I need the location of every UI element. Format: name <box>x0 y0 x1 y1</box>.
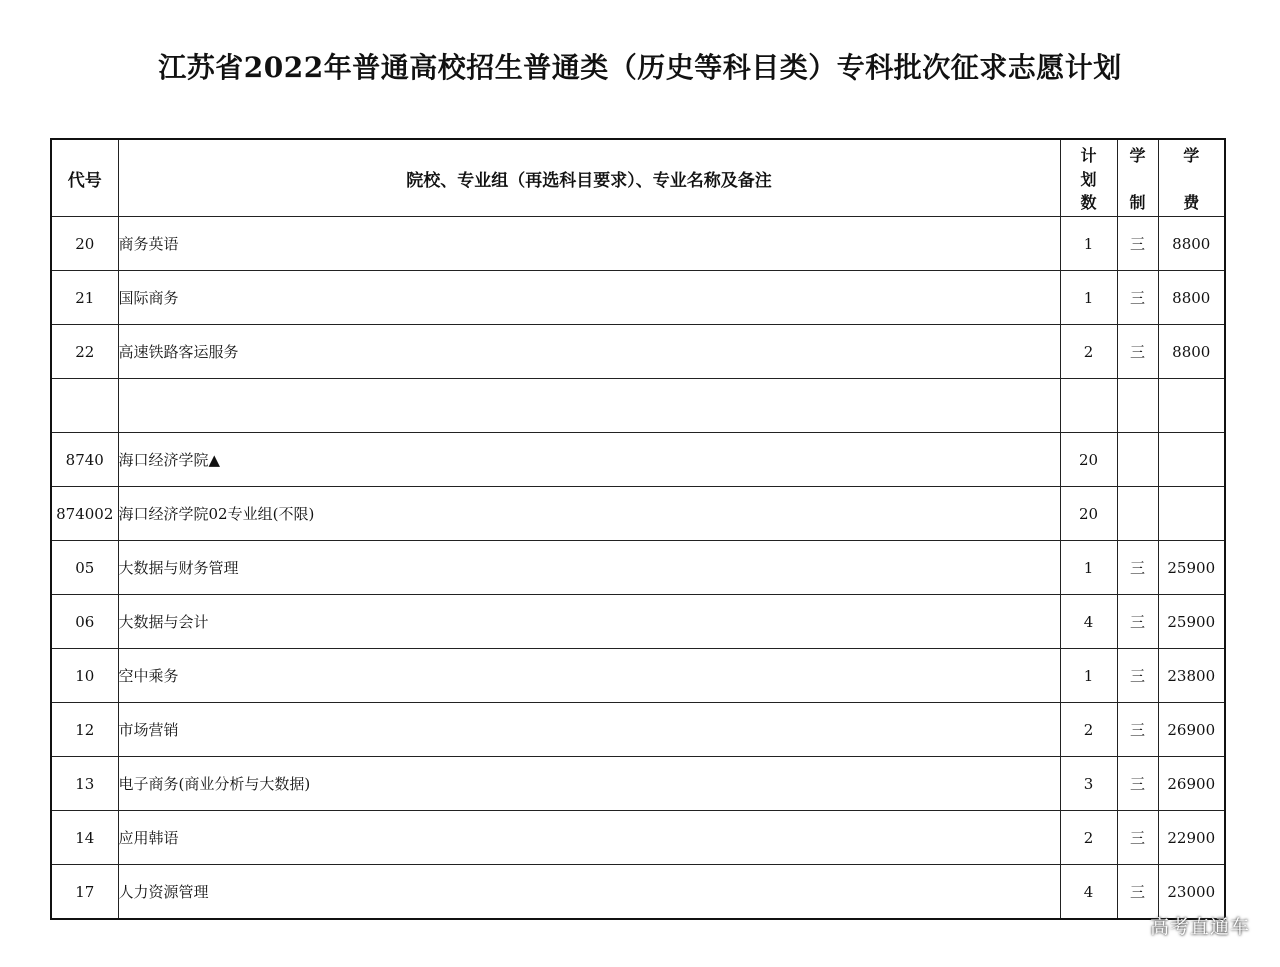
row-fee <box>1158 433 1225 487</box>
table-row-group <box>51 487 1225 541</box>
row-plan: 4 <box>1060 865 1117 920</box>
header-years-char: 学 <box>1129 146 1146 165</box>
row-fee: 23000 <box>1158 865 1225 920</box>
row-name: 空中乘务 <box>118 649 1060 703</box>
header-years <box>1117 139 1158 217</box>
row-name: 应用韩语 <box>118 811 1060 865</box>
row-years <box>1117 379 1158 433</box>
row-years: 三 <box>1117 757 1158 811</box>
row-code: 05 <box>51 541 118 595</box>
row-years: 三 <box>1117 271 1158 325</box>
header-plan-count <box>1060 139 1117 217</box>
row-code: 14 <box>51 811 118 865</box>
row-name: 人力资源管理 <box>118 865 1060 920</box>
table-row <box>51 595 1225 649</box>
row-code: 06 <box>51 595 118 649</box>
page-title: 江苏省2022年普通高校招生普通类（历史等科目类）专科批次征求志愿计划 <box>158 51 1122 84</box>
row-code: 10 <box>51 649 118 703</box>
row-years: 三 <box>1117 595 1158 649</box>
header-fee-char: 学 <box>1183 146 1200 165</box>
row-plan: 20 <box>1060 487 1117 541</box>
row-fee: 26900 <box>1158 703 1225 757</box>
row-fee <box>1158 487 1225 541</box>
row-code: 20 <box>51 217 118 271</box>
header-years-char: 制 <box>1129 193 1146 212</box>
table-row <box>51 541 1225 595</box>
row-plan: 4 <box>1060 595 1117 649</box>
row-fee: 8800 <box>1158 325 1225 379</box>
row-name: 大数据与财务管理 <box>118 541 1060 595</box>
row-fee: 25900 <box>1158 595 1225 649</box>
header-code: 代号 <box>51 139 118 217</box>
row-code: 12 <box>51 703 118 757</box>
row-years: 三 <box>1117 703 1158 757</box>
row-code: 17 <box>51 865 118 920</box>
row-code: 8740 <box>51 433 118 487</box>
row-fee: 23800 <box>1158 649 1225 703</box>
plan-table <box>50 138 1226 920</box>
row-plan: 1 <box>1060 271 1117 325</box>
row-years <box>1117 487 1158 541</box>
row-plan: 2 <box>1060 703 1117 757</box>
row-fee: 22900 <box>1158 811 1225 865</box>
row-plan: 2 <box>1060 325 1117 379</box>
row-years: 三 <box>1117 811 1158 865</box>
row-code: 21 <box>51 271 118 325</box>
row-code: 22 <box>51 325 118 379</box>
table-header-row <box>51 139 1225 217</box>
table-row-school <box>51 433 1225 487</box>
row-plan: 1 <box>1060 541 1117 595</box>
watermark: 高考直通车 <box>1149 916 1250 938</box>
row-years: 三 <box>1117 649 1158 703</box>
row-plan: 1 <box>1060 649 1117 703</box>
table-row <box>51 757 1225 811</box>
row-name: 商务英语 <box>118 217 1060 271</box>
header-plan-char: 数 <box>1080 193 1097 212</box>
table-row <box>51 865 1225 920</box>
table-row <box>51 811 1225 865</box>
row-years: 三 <box>1117 325 1158 379</box>
row-fee: 8800 <box>1158 271 1225 325</box>
row-fee <box>1158 379 1225 433</box>
header-fee-char: 费 <box>1183 193 1200 212</box>
row-code <box>51 379 118 433</box>
table-row <box>51 325 1225 379</box>
row-name <box>118 379 1060 433</box>
row-name: 高速铁路客运服务 <box>118 325 1060 379</box>
row-fee: 26900 <box>1158 757 1225 811</box>
row-code: 13 <box>51 757 118 811</box>
row-name: 电子商务(商业分析与大数据) <box>118 757 1060 811</box>
header-plan-char: 划 <box>1080 169 1097 189</box>
row-plan <box>1060 379 1117 433</box>
table-row <box>51 703 1225 757</box>
row-years: 三 <box>1117 541 1158 595</box>
row-name: 大数据与会计 <box>118 595 1060 649</box>
row-years <box>1117 433 1158 487</box>
row-code: 874002 <box>51 487 118 541</box>
row-plan: 1 <box>1060 217 1117 271</box>
row-fee: 8800 <box>1158 217 1225 271</box>
row-plan: 20 <box>1060 433 1117 487</box>
header-fee <box>1158 139 1225 217</box>
table-row <box>51 217 1225 271</box>
row-name: 海口经济学院▲ <box>118 433 1060 487</box>
row-plan: 3 <box>1060 757 1117 811</box>
row-name: 市场营销 <box>118 703 1060 757</box>
header-plan-char: 计 <box>1080 146 1097 165</box>
row-name: 国际商务 <box>118 271 1060 325</box>
row-years: 三 <box>1117 217 1158 271</box>
row-years: 三 <box>1117 865 1158 920</box>
table-row <box>51 649 1225 703</box>
row-name: 海口经济学院02专业组(不限) <box>118 487 1060 541</box>
header-name: 院校、专业组（再选科目要求）、专业名称及备注 <box>118 139 1060 217</box>
row-plan: 2 <box>1060 811 1117 865</box>
table-row <box>51 271 1225 325</box>
row-fee: 25900 <box>1158 541 1225 595</box>
table-row-empty <box>51 379 1225 433</box>
